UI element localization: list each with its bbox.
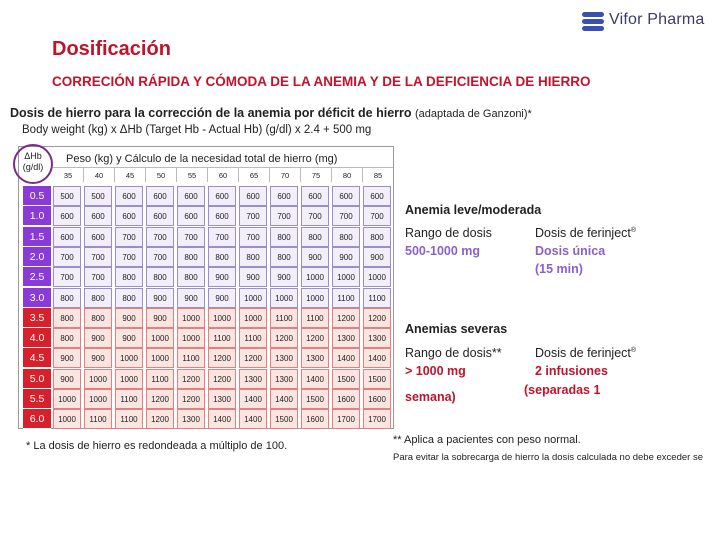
dose-cell: 800 bbox=[115, 267, 143, 287]
panel-severe-dose-label: Dosis de ferinject bbox=[535, 346, 631, 360]
dose-cell: 1200 bbox=[146, 409, 174, 429]
hb-row-header: 1.0 bbox=[23, 206, 51, 226]
dose-cell: 1200 bbox=[332, 308, 360, 328]
dose-cell: 900 bbox=[239, 267, 267, 287]
dose-cell: 1000 bbox=[239, 308, 267, 328]
dose-cell: 1400 bbox=[208, 409, 236, 429]
dose-cell: 1200 bbox=[208, 348, 236, 368]
dose-cell: 1300 bbox=[239, 369, 267, 389]
dose-cell: 1000 bbox=[270, 288, 298, 308]
dose-cell: 500 bbox=[84, 186, 112, 206]
dose-cell: 700 bbox=[177, 227, 205, 247]
dose-cell: 1200 bbox=[146, 389, 174, 409]
hb-row-header: 3.5 bbox=[23, 308, 51, 328]
logo-mark-icon bbox=[582, 12, 604, 32]
dose-cell: 700 bbox=[53, 267, 81, 287]
dose-cell: 1400 bbox=[239, 389, 267, 409]
table-heading-main: Dosis de hierro para la corrección de la anemia por déficit de hierro bbox=[10, 106, 412, 120]
dose-cell: 800 bbox=[270, 227, 298, 247]
dose-cell: 1400 bbox=[301, 369, 329, 389]
vifor-pharma-logo bbox=[582, 10, 722, 34]
dose-cell: 1400 bbox=[363, 348, 391, 368]
hb-row-header: 0.5 bbox=[23, 186, 51, 206]
dose-cell: 600 bbox=[53, 206, 81, 226]
dose-cell: 1500 bbox=[270, 409, 298, 429]
weight-header-cell: 55 bbox=[177, 167, 208, 182]
dose-cell: 1300 bbox=[270, 348, 298, 368]
dose-cell: 1100 bbox=[270, 308, 298, 328]
dose-cell: 600 bbox=[363, 186, 391, 206]
dose-cell: 1100 bbox=[363, 288, 391, 308]
dose-cell: 1300 bbox=[177, 409, 205, 429]
dose-cell: 800 bbox=[53, 308, 81, 328]
dose-cell: 1000 bbox=[332, 267, 360, 287]
dose-cell: 900 bbox=[115, 328, 143, 348]
dose-cell: 900 bbox=[146, 308, 174, 328]
panel-severe-dose-label-wrap bbox=[535, 346, 636, 360]
dose-cell: 1500 bbox=[301, 389, 329, 409]
dose-cell: 600 bbox=[208, 206, 236, 226]
weight-header-cell: 60 bbox=[208, 167, 239, 182]
dose-cell: 600 bbox=[177, 186, 205, 206]
dose-cell: 700 bbox=[53, 247, 81, 267]
dose-cell: 900 bbox=[84, 348, 112, 368]
dose-cell: 1200 bbox=[301, 328, 329, 348]
dose-cell: 600 bbox=[53, 227, 81, 247]
hb-row-header: 1.5 bbox=[23, 227, 51, 247]
page-title: Dosificación bbox=[52, 38, 171, 60]
hb-row-header: 6.0 bbox=[23, 409, 51, 429]
dose-cell: 1300 bbox=[332, 328, 360, 348]
dose-cell: 1400 bbox=[239, 409, 267, 429]
panel-mild-title: Anemia leve/moderada bbox=[405, 203, 542, 217]
dose-cell: 1200 bbox=[177, 369, 205, 389]
weight-header-cell: 35 bbox=[53, 167, 84, 182]
hb-row-header: 2.0 bbox=[23, 247, 51, 267]
dose-cell: 600 bbox=[115, 186, 143, 206]
dose-cell: 600 bbox=[177, 206, 205, 226]
dose-cell: 1200 bbox=[208, 369, 236, 389]
dose-cell: 1300 bbox=[363, 328, 391, 348]
dose-cell: 600 bbox=[146, 206, 174, 226]
dose-cell: 900 bbox=[146, 288, 174, 308]
panel-severe-dose-value: 2 infusiones bbox=[535, 364, 608, 378]
weight-header-cell: 50 bbox=[146, 167, 177, 182]
dose-cell: 1000 bbox=[301, 267, 329, 287]
dose-cell: 900 bbox=[53, 369, 81, 389]
panel-mild-dose-value: Dosis única bbox=[535, 244, 606, 258]
panel-severe-dose-interval-end: semana) bbox=[405, 390, 456, 404]
dose-cell: 1100 bbox=[332, 288, 360, 308]
panel-mild-range-label: Rango de dosis bbox=[405, 226, 492, 240]
dose-cell: 1100 bbox=[208, 328, 236, 348]
dose-cell: 600 bbox=[115, 206, 143, 226]
dose-cell: 600 bbox=[239, 186, 267, 206]
dose-cell: 1000 bbox=[84, 369, 112, 389]
panel-severe-title: Anemias severas bbox=[405, 322, 508, 336]
dose-cell: 1400 bbox=[270, 389, 298, 409]
dose-cell: 1000 bbox=[84, 389, 112, 409]
footnote-rounding: * La dosis de hierro es redondeada a múltiplo de 100. bbox=[26, 440, 288, 452]
dose-cell: 1600 bbox=[301, 409, 329, 429]
hb-row-header: 2.5 bbox=[23, 267, 51, 287]
panel-severe-range-label: Rango de dosis** bbox=[405, 346, 502, 360]
dose-cell: 700 bbox=[146, 247, 174, 267]
logo-text: Vifor Pharma bbox=[609, 11, 705, 28]
footnote-normal-weight: ** Aplica a pacientes con peso normal. bbox=[393, 434, 581, 446]
dose-cell: 700 bbox=[332, 206, 360, 226]
dose-cell: 1000 bbox=[53, 389, 81, 409]
dose-cell: 1300 bbox=[208, 389, 236, 409]
dose-cell: 600 bbox=[84, 227, 112, 247]
dose-cell: 800 bbox=[115, 288, 143, 308]
hb-row-header: 5.0 bbox=[23, 369, 51, 389]
dose-cell: 900 bbox=[270, 267, 298, 287]
dose-cell: 1500 bbox=[363, 369, 391, 389]
weight-header-cell: 75 bbox=[301, 167, 332, 182]
dose-cell: 1000 bbox=[363, 267, 391, 287]
dose-cell: 1000 bbox=[239, 288, 267, 308]
dose-cell: 700 bbox=[239, 206, 267, 226]
dose-cell: 700 bbox=[115, 227, 143, 247]
hb-row-header: 4.5 bbox=[23, 348, 51, 368]
dose-cell: 1000 bbox=[115, 348, 143, 368]
dose-cell: 700 bbox=[146, 227, 174, 247]
dose-cell: 1100 bbox=[115, 389, 143, 409]
dose-cell: 1100 bbox=[115, 409, 143, 429]
hb-column-label: ΔHb (g/dl) bbox=[22, 151, 44, 172]
dose-cell: 1300 bbox=[270, 369, 298, 389]
panel-mild-dose-label: Dosis de ferinject bbox=[535, 226, 631, 240]
dose-cell: 700 bbox=[84, 247, 112, 267]
dose-cell: 900 bbox=[208, 267, 236, 287]
weight-header-cell: 85 bbox=[363, 167, 394, 182]
dose-cell: 1400 bbox=[332, 348, 360, 368]
registered-mark: ® bbox=[630, 346, 637, 354]
dose-cell: 1100 bbox=[177, 348, 205, 368]
dose-cell: 900 bbox=[53, 348, 81, 368]
weight-header-cell: 45 bbox=[115, 167, 146, 182]
ganzoni-formula: Body weight (kg) x ΔHb (Target Hb - Actual Hb) (g/dl) x 2.4 + 500 mg bbox=[22, 124, 372, 136]
dose-cell: 900 bbox=[363, 247, 391, 267]
dose-cell: 600 bbox=[301, 186, 329, 206]
dose-cell: 800 bbox=[53, 288, 81, 308]
dose-cell: 700 bbox=[115, 247, 143, 267]
dose-cell: 1000 bbox=[177, 308, 205, 328]
panel-mild-range-value: 500-1000 mg bbox=[405, 244, 481, 258]
footnote-overload: Para evitar la sobrecarga de hierro la dosis calculada no debe exceder se bbox=[393, 452, 703, 463]
dose-cell: 800 bbox=[301, 227, 329, 247]
dose-cell: 1000 bbox=[177, 328, 205, 348]
dose-cell: 800 bbox=[177, 247, 205, 267]
weight-header-cell: 70 bbox=[270, 167, 301, 182]
dose-cell: 800 bbox=[146, 267, 174, 287]
dose-cell: 1100 bbox=[239, 328, 267, 348]
dose-cell: 1600 bbox=[332, 389, 360, 409]
hb-row-header: 3.0 bbox=[23, 288, 51, 308]
dose-cell: 900 bbox=[177, 288, 205, 308]
dose-cell: 900 bbox=[301, 247, 329, 267]
dose-cell: 1100 bbox=[301, 308, 329, 328]
dose-cell: 700 bbox=[208, 227, 236, 247]
weight-header-cell: 65 bbox=[239, 167, 270, 182]
dose-cell: 600 bbox=[146, 186, 174, 206]
dose-cell: 800 bbox=[84, 288, 112, 308]
dose-cell: 1100 bbox=[84, 409, 112, 429]
panel-mild-dose-duration: (15 min) bbox=[535, 262, 583, 276]
panel-mild-dose-label-wrap bbox=[535, 226, 636, 240]
dose-cell: 1200 bbox=[363, 308, 391, 328]
dose-cell: 1200 bbox=[177, 389, 205, 409]
dose-cell: 800 bbox=[177, 267, 205, 287]
panel-mild-anemia bbox=[394, 187, 712, 303]
dose-cell: 800 bbox=[239, 247, 267, 267]
dose-cell: 1300 bbox=[301, 348, 329, 368]
hb-row-header: 4.0 bbox=[23, 328, 51, 348]
dose-cell: 1000 bbox=[53, 409, 81, 429]
dose-cell: 900 bbox=[115, 308, 143, 328]
dose-cell: 800 bbox=[208, 247, 236, 267]
dose-cell: 1000 bbox=[115, 369, 143, 389]
dose-cell: 600 bbox=[270, 186, 298, 206]
panel-severe-dose-interval: (separadas 1 bbox=[524, 383, 601, 397]
dose-cell: 1100 bbox=[146, 369, 174, 389]
dose-cell: 1700 bbox=[332, 409, 360, 429]
dose-cell: 1700 bbox=[363, 409, 391, 429]
dose-cell: 800 bbox=[270, 247, 298, 267]
dose-cell: 1600 bbox=[363, 389, 391, 409]
dose-cell: 700 bbox=[270, 206, 298, 226]
table-caption: Peso (kg) y Cálculo de la necesidad total de hierro (mg) bbox=[66, 153, 338, 165]
dose-cell: 800 bbox=[84, 308, 112, 328]
dose-cell: 1000 bbox=[301, 288, 329, 308]
dose-cell: 1200 bbox=[270, 328, 298, 348]
hb-row-header: 5.5 bbox=[23, 389, 51, 409]
dose-cell: 700 bbox=[239, 227, 267, 247]
dose-cell: 1000 bbox=[146, 328, 174, 348]
dose-cell: 600 bbox=[208, 186, 236, 206]
page-subtitle: CORRECIÓN RÁPIDA Y CÓMODA DE LA ANEMIA Y DE LA DEFICIENCIA DE HIERRO bbox=[52, 74, 591, 89]
registered-mark: ® bbox=[630, 226, 637, 234]
dose-cell: 700 bbox=[301, 206, 329, 226]
dose-cell: 900 bbox=[208, 288, 236, 308]
dose-cell: 800 bbox=[53, 328, 81, 348]
dose-cell: 900 bbox=[84, 328, 112, 348]
dose-cell: 900 bbox=[332, 247, 360, 267]
dose-cell: 500 bbox=[53, 186, 81, 206]
weight-header-cell: 80 bbox=[332, 167, 363, 182]
dose-cell: 800 bbox=[363, 227, 391, 247]
dose-cell: 1000 bbox=[146, 348, 174, 368]
dose-cell: 700 bbox=[84, 267, 112, 287]
panel-severe-range-value: > 1000 mg bbox=[405, 364, 466, 378]
dose-cell: 600 bbox=[84, 206, 112, 226]
table-heading bbox=[10, 106, 532, 120]
dose-cell: 800 bbox=[332, 227, 360, 247]
dose-cell: 600 bbox=[332, 186, 360, 206]
dose-cell: 700 bbox=[363, 206, 391, 226]
dose-cell: 1000 bbox=[208, 308, 236, 328]
dose-cell: 1200 bbox=[239, 348, 267, 368]
table-heading-note: (adaptada de Ganzoni)* bbox=[415, 108, 532, 120]
weight-header-cell: 40 bbox=[84, 167, 115, 182]
dose-cell: 1500 bbox=[332, 369, 360, 389]
panel-severe-anemia bbox=[394, 306, 712, 428]
